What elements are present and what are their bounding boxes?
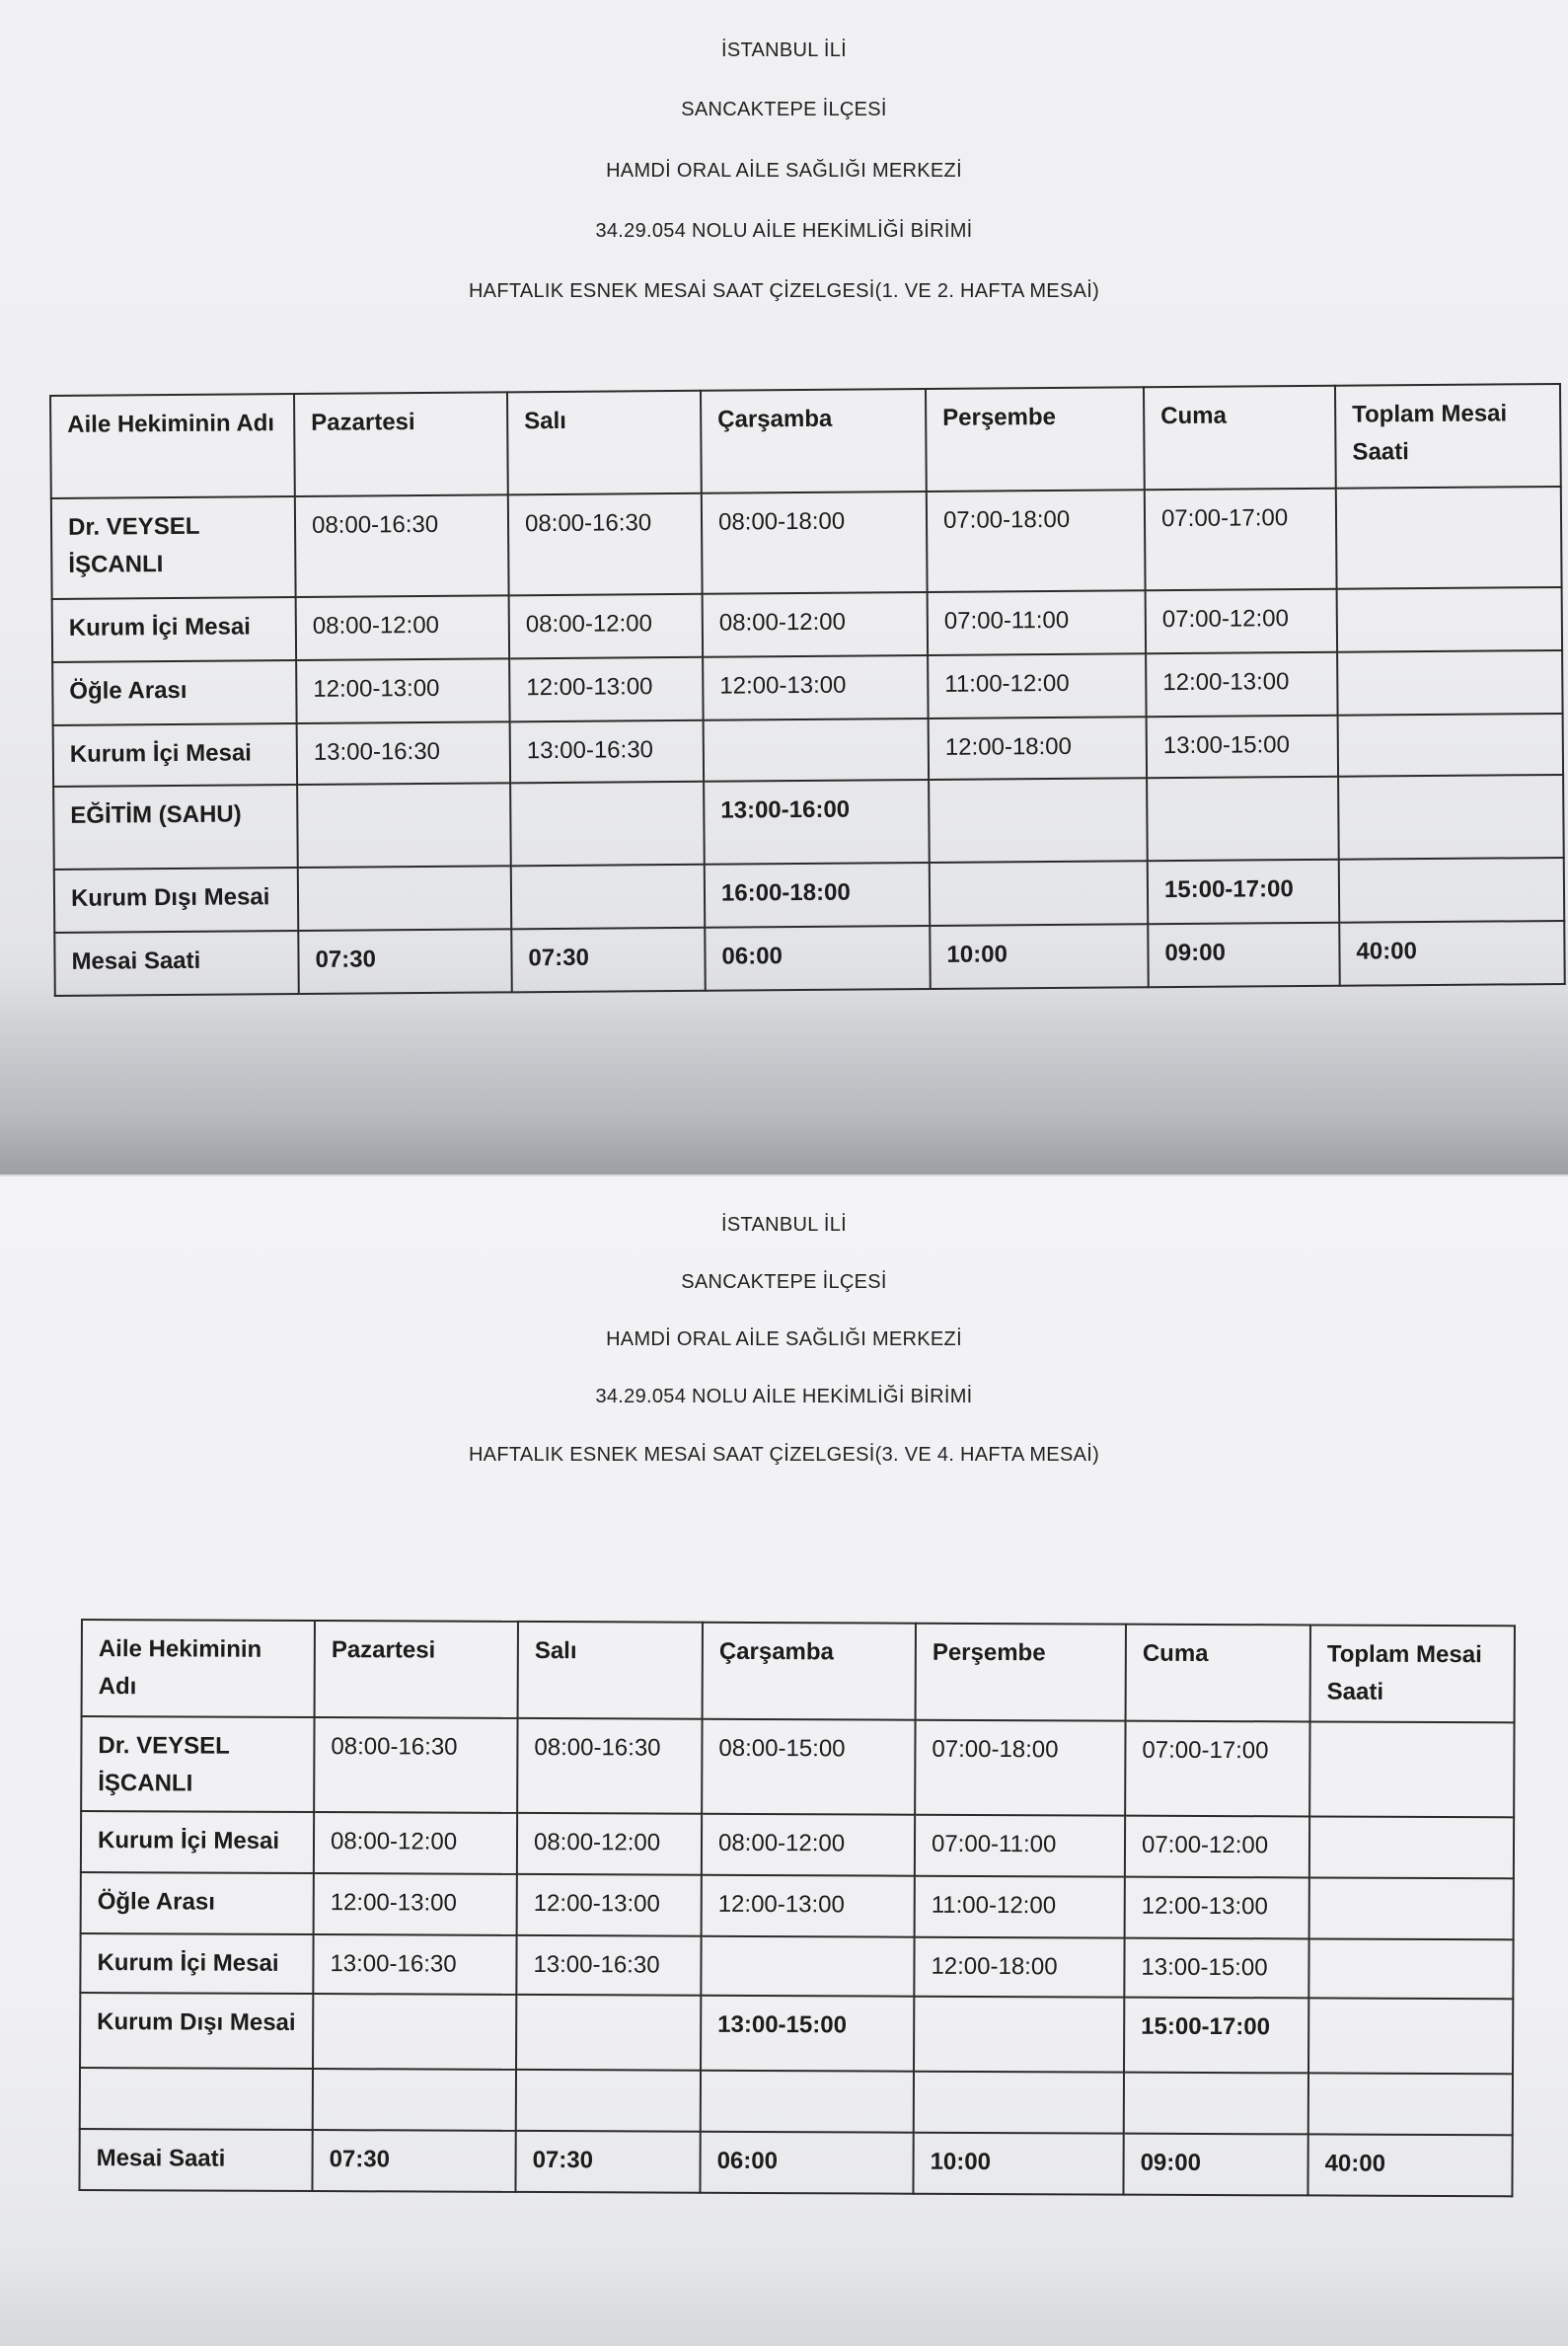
column-header: Pazartesi — [294, 392, 508, 496]
column-header: Salı — [518, 1622, 703, 1719]
table-header-row — [82, 1620, 1515, 1722]
column-header: Salı — [507, 391, 702, 495]
table-cell: 13:00-16:30 — [297, 721, 510, 785]
table-cell — [914, 1997, 1124, 2073]
table-cell — [1308, 1938, 1513, 1999]
table-cell — [1337, 650, 1562, 716]
column-header: Çarşamba — [703, 1623, 916, 1720]
table-row — [52, 650, 1562, 725]
table-row — [51, 487, 1562, 599]
table-cell: 07:00-12:00 — [1125, 1816, 1309, 1878]
heading-district: SANCAKTEPE İLÇESİ — [681, 1271, 887, 1293]
table-row — [81, 1716, 1514, 1817]
table-cell — [1337, 587, 1562, 652]
table-cell — [1309, 1816, 1514, 1878]
table-cell — [1308, 1998, 1513, 2074]
table-cell: 12:00-13:00 — [702, 1875, 915, 1937]
table-cell: 07:00-17:00 — [1125, 1721, 1309, 1817]
column-header: Toplam Mesai Saati — [1335, 384, 1561, 489]
column-header: Aile Hekiminin Adı — [82, 1620, 315, 1717]
total-row — [79, 2129, 1512, 2196]
table-cell: 08:00-12:00 — [517, 1813, 702, 1875]
heading-province: İSTANBUL İLİ — [721, 39, 847, 61]
total-cell: 07:30 — [515, 2131, 700, 2193]
heading-unit: 34.29.054 NOLU AİLE HEKİMLİĞİ BİRİMİ — [595, 1386, 973, 1407]
table-cell: 15:00-17:00 — [1124, 1998, 1308, 2074]
table-cell — [313, 1994, 516, 2070]
table-cell — [701, 2071, 914, 2133]
row-label: Mesai Saati — [79, 2129, 312, 2191]
table-cell: 12:00-18:00 — [914, 1937, 1124, 1998]
table-cell — [1309, 1877, 1514, 1939]
table-cell — [704, 719, 929, 782]
table-cell: 12:00-18:00 — [929, 717, 1147, 780]
table-cell — [511, 865, 705, 930]
row-label: Kurum İçi Mesai — [52, 597, 296, 662]
table-cell: 11:00-12:00 — [928, 653, 1146, 719]
row-label — [80, 2068, 313, 2130]
table-cell: 13:00-15:00 — [1147, 716, 1338, 779]
column-header: Cuma — [1144, 386, 1336, 491]
column-header: Perşembe — [916, 1624, 1126, 1721]
total-cell: 07:30 — [298, 929, 511, 994]
table-cell — [1339, 858, 1564, 923]
table-cell: 08:00-16:30 — [314, 1717, 517, 1813]
table-cell: 13:00-15:00 — [1124, 1938, 1308, 1999]
table-cell: 08:00-15:00 — [702, 1719, 915, 1815]
table-cell: 07:00-11:00 — [928, 590, 1146, 655]
column-header: Toplam Mesai Saati — [1310, 1625, 1515, 1722]
table-cell: 12:00-13:00 — [509, 657, 703, 722]
heading-health-center: HAMDİ ORAL AİLE SAĞLIĞI MERKEZİ — [606, 1328, 962, 1350]
table-cell: 07:00-17:00 — [1145, 489, 1337, 591]
total-cell: 06:00 — [700, 2132, 913, 2194]
table-cell — [914, 2072, 1124, 2134]
table-cell: 12:00-13:00 — [1125, 1877, 1309, 1939]
table-cell: 08:00-12:00 — [509, 594, 703, 659]
table-cell — [929, 778, 1148, 863]
column-header: Perşembe — [926, 387, 1145, 492]
heading-schedule-title: HAFTALIK ESNEK MESAİ SAAT ÇİZELGESİ(3. VE 4. HAFTA MESAİ) — [468, 1444, 1100, 1466]
total-cell: 07:30 — [511, 928, 705, 993]
column-header: Pazartesi — [315, 1621, 518, 1718]
schedule-table-weeks-1-2 — [49, 383, 1566, 997]
table-cell: 13:00-16:00 — [704, 780, 930, 865]
total-row — [54, 921, 1564, 996]
table-cell: 07:00-11:00 — [915, 1815, 1125, 1877]
heading-province: İSTANBUL İLİ — [721, 1214, 847, 1236]
table-cell: 12:00-13:00 — [314, 1873, 517, 1935]
table-cell: 15:00-17:00 — [1148, 860, 1339, 925]
row-label: EĞİTİM (SAHU) — [53, 785, 298, 870]
table-cell — [1338, 775, 1564, 860]
table-cell — [1309, 1721, 1514, 1817]
table-cell: 08:00-16:30 — [295, 494, 509, 597]
row-label: Kurum Dışı Mesai — [80, 1993, 313, 2069]
row-label: Öğle Arası — [81, 1872, 314, 1934]
table-cell: 07:00-18:00 — [927, 490, 1146, 592]
total-cell: 40:00 — [1307, 2134, 1512, 2196]
table-cell — [1308, 2073, 1513, 2135]
table-row — [80, 1993, 1513, 2074]
table-row — [54, 858, 1564, 933]
row-label: Kurum Dışı Mesai — [54, 868, 298, 933]
table-header-row — [50, 384, 1561, 498]
table-cell: 08:00-12:00 — [314, 1812, 517, 1874]
heading-health-center: HAMDİ ORAL AİLE SAĞLIĞI MERKEZİ — [606, 160, 962, 182]
table-cell: 12:00-13:00 — [1146, 652, 1337, 718]
table-cell — [516, 2070, 701, 2132]
row-label: Dr. VEYSEL İŞCANLI — [81, 1716, 314, 1812]
table-row — [80, 2068, 1513, 2135]
table-cell: 13:00-16:30 — [313, 1934, 516, 1995]
table-cell: 12:00-13:00 — [703, 655, 928, 720]
table-cell: 16:00-18:00 — [705, 863, 930, 928]
row-label: Dr. VEYSEL İŞCANLI — [51, 496, 296, 599]
table-cell: 12:00-13:00 — [517, 1874, 702, 1936]
column-header: Çarşamba — [701, 389, 927, 493]
table-cell: 08:00-12:00 — [702, 1814, 915, 1876]
row-label: Öğle Arası — [52, 660, 296, 725]
table-cell — [297, 783, 511, 868]
table-cell: 13:00-16:30 — [510, 720, 704, 784]
total-cell: 06:00 — [705, 926, 930, 991]
heading-district: SANCAKTEPE İLÇESİ — [681, 99, 887, 120]
table-cell — [313, 2069, 516, 2131]
table-cell: 12:00-13:00 — [296, 658, 509, 723]
table-cell — [510, 782, 705, 867]
table-cell — [1147, 777, 1339, 862]
row-label: Mesai Saati — [54, 931, 298, 996]
table-cell — [298, 866, 511, 931]
table-cell — [1338, 714, 1563, 777]
paper-shadow — [0, 977, 1568, 1174]
table-cell — [1124, 2073, 1308, 2135]
table-cell: 08:00-18:00 — [702, 492, 928, 594]
total-cell: 09:00 — [1148, 923, 1339, 988]
table-cell — [701, 1936, 914, 1997]
table-cell: 07:00-12:00 — [1146, 589, 1337, 654]
total-cell: 40:00 — [1339, 921, 1564, 986]
table-cell — [516, 1995, 701, 2071]
table-row — [52, 587, 1562, 662]
column-header: Cuma — [1126, 1625, 1310, 1722]
table-cell: 11:00-12:00 — [915, 1876, 1125, 1938]
row-label: Kurum İçi Mesai — [53, 723, 297, 787]
heading-schedule-title: HAFTALIK ESNEK MESAİ SAAT ÇİZELGESİ(1. VE 2. HAFTA MESAİ) — [468, 280, 1100, 302]
table-cell: 08:00-16:30 — [508, 493, 703, 596]
column-header: Aile Hekiminin Adı — [50, 394, 295, 498]
table-cell — [930, 861, 1148, 926]
table-cell: 13:00-15:00 — [701, 1996, 914, 2072]
row-label: Kurum İçi Mesai — [80, 1933, 313, 1994]
table-cell: 08:00-16:30 — [517, 1718, 702, 1814]
schedule-table-weeks-3-4 — [78, 1619, 1516, 2197]
total-cell: 07:30 — [312, 2130, 515, 2192]
total-cell: 10:00 — [913, 2133, 1123, 2195]
table-row — [81, 1872, 1514, 1939]
table-cell: 13:00-16:30 — [516, 1935, 701, 1996]
table-row — [53, 775, 1564, 870]
table-cell — [1336, 487, 1562, 589]
total-cell: 09:00 — [1123, 2134, 1307, 2196]
heading-unit: 34.29.054 NOLU AİLE HEKİMLİĞİ BİRİMİ — [595, 220, 973, 242]
table-cell: 07:00-18:00 — [915, 1720, 1125, 1816]
row-label: Kurum İçi Mesai — [81, 1811, 314, 1873]
table-cell: 08:00-12:00 — [296, 595, 509, 660]
total-cell: 10:00 — [930, 924, 1148, 989]
table-row — [80, 1933, 1513, 1999]
table-cell: 08:00-12:00 — [703, 592, 928, 657]
table-row — [81, 1811, 1514, 1878]
